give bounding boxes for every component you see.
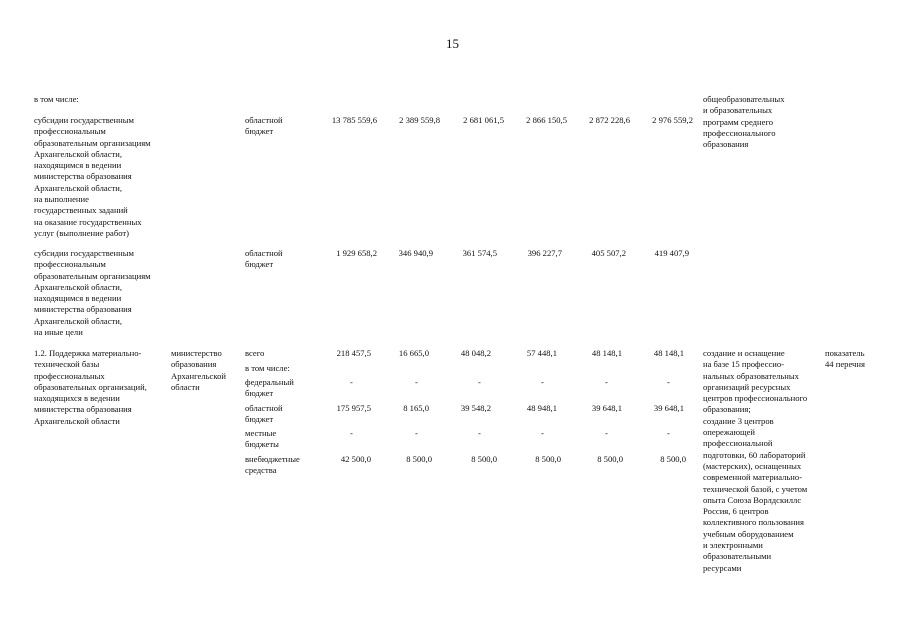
row1-description: субсидии государственным профессиональным образовательным организациям Архангельской области, находящимся в ведении министерства образования Архангельской области, на выполнение государственных заданий на оказание государственных услуг (выполнение работ)	[34, 115, 151, 238]
row1-value: 2 872 228,6	[589, 115, 630, 125]
row1-value: 2 976 559,2	[652, 115, 693, 125]
federal-value: -	[605, 377, 608, 387]
federal-value: -	[541, 377, 544, 387]
row2-value: 346 940,9	[398, 248, 433, 258]
row2-value: 405 507,2	[591, 248, 626, 258]
regional-value: 175 957,5	[336, 403, 371, 413]
extrabudget-value: 8 500,0	[535, 454, 561, 464]
extrabudget-value: 8 500,0	[406, 454, 432, 464]
federal-value: -	[350, 377, 353, 387]
row3-executor: министерство образования Архангельской области	[171, 348, 226, 392]
regional-value: 39 648,1	[591, 403, 622, 413]
total-value: 48 148,1	[591, 348, 622, 358]
row1-value: 2 681 061,5	[463, 115, 504, 125]
row2-description: субсидии государственным профессиональным образовательным организациям Архангельской области, находящимся в ведении министерства образования Архангельской области, на иные цели	[34, 248, 151, 338]
federal-value: -	[478, 377, 481, 387]
local-value: -	[541, 428, 544, 438]
federal-value: -	[415, 377, 418, 387]
local-value: -	[415, 428, 418, 438]
result-text-top: общеобразовательных и образовательных программ среднего профессионального образования	[703, 94, 785, 150]
src-extrabudget: внебюджетные средства	[245, 454, 300, 476]
local-value: -	[350, 428, 353, 438]
regional-value: 8 165,0	[403, 403, 429, 413]
row2-value: 419 407,9	[654, 248, 689, 258]
row2-value: 361 574,5	[462, 248, 497, 258]
indicator-ref: показатель 44 перечня	[825, 348, 865, 370]
row1-source: областной бюджет	[245, 115, 283, 137]
page-number: 15	[446, 36, 459, 51]
intro-label: в том числе:	[34, 94, 79, 104]
total-value: 16 665,0	[398, 348, 429, 358]
extrabudget-value: 8 500,0	[471, 454, 497, 464]
row1-value: 13 785 559,6	[331, 115, 377, 125]
result-text: создание и оснащение на базе 15 профессио- нальных образовательных организаций ресурсных центров профессионального образования; создание 3 центров опережающей профессиональной подготовки, 60 лабораторий (мастерских), оснащенных современной материально- технической базой, с учетом опыта Союза Ворлдскиллс Россия, 6 центров коллективного пользования учебным оборудованием и электронными образовательными ресурсами	[703, 348, 808, 573]
extrabudget-value: 42 500,0	[340, 454, 371, 464]
row2-source: областной бюджет	[245, 248, 283, 270]
regional-value: 39 648,1	[653, 403, 684, 413]
extrabudget-value: 8 500,0	[660, 454, 686, 464]
src-total: всего	[245, 348, 265, 358]
row1-value: 2 866 150,5	[526, 115, 567, 125]
local-value: -	[605, 428, 608, 438]
extrabudget-value: 8 500,0	[597, 454, 623, 464]
src-including: в том числе:	[245, 363, 290, 373]
src-federal: федеральный бюджет	[245, 377, 294, 399]
regional-value: 48 948,1	[526, 403, 557, 413]
local-value: -	[478, 428, 481, 438]
total-value: 48 048,2	[460, 348, 491, 358]
federal-value: -	[667, 377, 670, 387]
src-local: местные бюджеты	[245, 428, 279, 450]
row1-value: 2 389 559,8	[399, 115, 440, 125]
total-value: 57 448,1	[526, 348, 557, 358]
regional-value: 39 548,2	[460, 403, 491, 413]
row2-value: 396 227,7	[527, 248, 562, 258]
local-value: -	[667, 428, 670, 438]
src-regional: областной бюджет	[245, 403, 283, 425]
total-value: 218 457,5	[336, 348, 371, 358]
row2-value: 1 929 658,2	[336, 248, 377, 258]
total-value: 48 148,1	[653, 348, 684, 358]
row3-description: 1.2. Поддержка материально- технической базы профессиональных образовательных организаций, находящихся в ведении министерства образования Архангельской области	[34, 348, 147, 426]
